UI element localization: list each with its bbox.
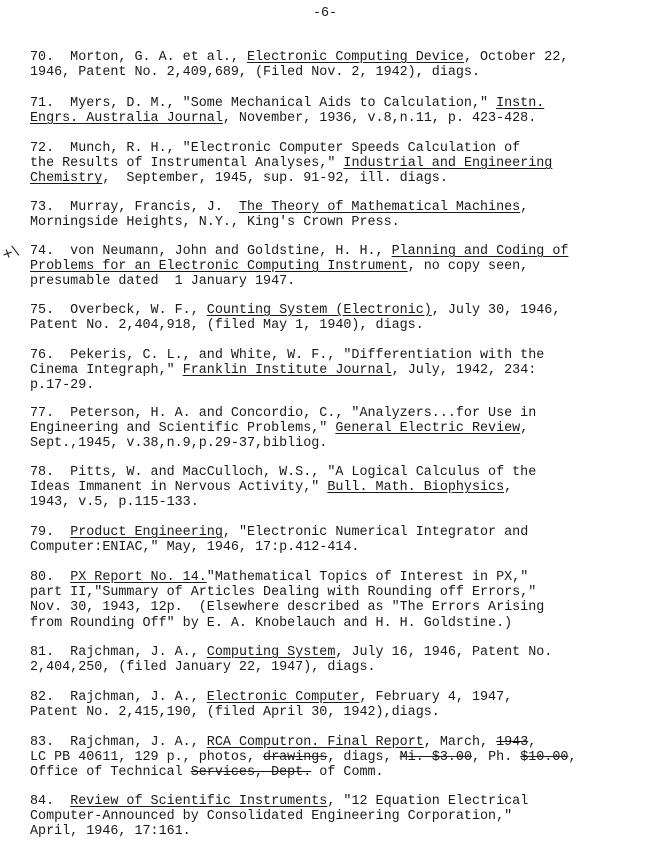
reference-entry-72: 72. Munch, R. H., "Electronic Computer Speeds Calculation of the Results of Instrumental Analyses," Industrial and Engineering Chemistry, September, 1945, sup. 91-92, ill. diags. [30, 141, 553, 187]
reference-title: Counting System (Electronic) [206, 303, 432, 318]
reference-title: Problems for an Electronic Computing Instrument [30, 259, 408, 275]
reference-entry-83: 83. Rajchman, J. A., RCA Computron. Final Report, March, 1943, LC PB 40611, 129 p., photos, drawings, diags, Mi. $3.00, Ph. $10.00, Office of Technical Services, Dept. of Comm. [30, 735, 577, 781]
reference-entry-71: 71. Myers, D. M., "Some Mechanical Aids to Calculation," Instn. Engrs. Australia Journal, November, 1936, v.8,n.11, p. 423-428. [30, 96, 545, 127]
reference-journal: Franklin Institute Journal [182, 363, 392, 379]
reference-title: Planning and Coding of [391, 244, 569, 259]
reference-entry-77: 77. Peterson, H. A. and Concordio, C., "Analyzers...for Use in Engineering and Scientific Problems," General Electric Review, Sept.,1945, v.38,n.9,p.29-37,bibliog. [30, 406, 537, 452]
handwritten-margin-mark: +\ [0, 242, 21, 264]
reference-journal: Industrial and Engineering [343, 156, 553, 172]
reference-title: Computing System [206, 645, 336, 660]
reference-journal: Review of Scientific Instruments [70, 794, 328, 809]
reference-title: Electronic Computing Device [246, 50, 464, 65]
reference-entry-74: 74. von Neumann, John and Goldstine, H. H., Planning and Coding of Problems for an Electronic Computing Instrument, no copy seen, presumable dated 1 January 1947. [30, 244, 569, 290]
reference-entry-80: 80. PX Report No. 14."Mathematical Topics of Interest in PX," part II,"Summary of Articles Dealing with Rounding off Errors," Nov. 30, 1943, 12p. (Elsewhere described as "The Errors Arising from Rounding Off" by E. A. Knobelauch and H. H. Goldstine.) [30, 570, 545, 631]
reference-entry-76: 76. Pekeris, C. L., and White, W. F., "Differentiation with the Cinema Integraph," Franklin Institute Journal, July, 1942, 234: p.17-29. [30, 348, 545, 394]
reference-entry-70: 70. Morton, G. A. et al., Electronic Computing Device, October 22, 1946, Patent No. 2,409,689, (Filed Nov. 2, 1942), diags. [30, 50, 569, 81]
reference-journal: Bull. Math. Biophysics [327, 480, 505, 496]
reference-entry-73: 73. Murray, Francis, J. The Theory of Mathematical Machines, Morningside Heights, N.Y., King's Crown Press. [30, 200, 529, 231]
reference-title: Electronic Computer [206, 690, 360, 705]
reference-entry-84: 84. Review of Scientific Instruments, "12 Equation Electrical Computer-Announced by Consolidated Engineering Corporation," April, 1946, 17:161. [30, 794, 529, 840]
reference-journal: General Electric Review [335, 421, 521, 437]
reference-entry-82: 82. Rajchman, J. A., Electronic Computer, February 4, 1947, Patent No. 2,415,190, (filed April 30, 1942),diags. [30, 690, 513, 721]
reference-title: PX Report No. 14. [70, 570, 207, 585]
reference-journal: Chemistry [30, 171, 103, 187]
reference-entry-75: 75. Overbeck, W. F., Counting System (Electronic), July 30, 1946, Patent No. 2,404,918, (filed May 1, 1940), diags. [30, 303, 561, 334]
reference-journal: Engrs. Australia Journal [30, 111, 223, 127]
reference-entry-81: 81. Rajchman, J. A., Computing System, July 16, 1946, Patent No. 2,404,250, (filed January 22, 1947), diags. [30, 645, 553, 676]
reference-entry-79: 79. Product Engineering, "Electronic Numerical Integrator and Computer:ENIAC," May, 1946, 17:p.412-414. [30, 525, 529, 556]
reference-journal: Product Engineering [70, 525, 223, 540]
reference-journal: Instn. [496, 96, 545, 111]
reference-title: RCA Computron. Final Report [206, 735, 424, 750]
reference-title: The Theory of Mathematical Machines [238, 200, 521, 215]
page-number: -6- [312, 6, 338, 21]
reference-entry-78: 78. Pitts, W. and MacCulloch, W.S., "A Logical Calculus of the Ideas Immanent in Nervous Activity," Bull. Math. Biophysics, 1943, v.5, p.115-133. [30, 465, 537, 511]
